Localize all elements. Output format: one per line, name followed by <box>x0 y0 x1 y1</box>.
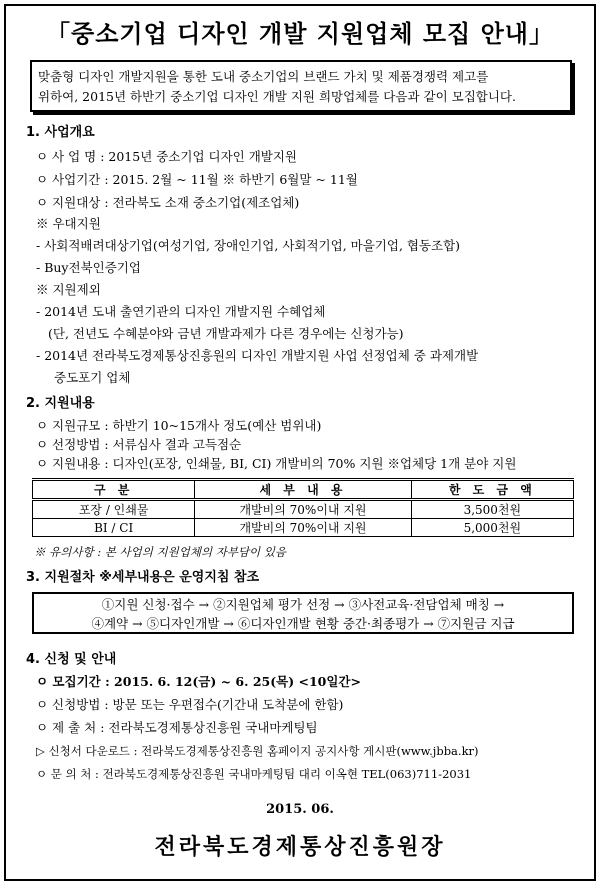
list-item: ㅇ 제 출 처 : 전라북도경제통상진흥원 국내마케팅팀 <box>36 720 318 735</box>
intro-box <box>30 60 572 112</box>
table-cell: 3,500천원 <box>411 500 573 519</box>
list-item: ㅇ 지원대상 : 전라북도 소재 중소기업(제조업체) <box>36 195 300 210</box>
section-heading: 3. 지원절차 ※세부내용은 운영지침 참조 <box>26 570 260 585</box>
support-table <box>32 478 574 537</box>
procedure-line: ①지원 신청·접수 → ②지원업체 평가 선정 → ③사전교육·전담업체 매칭 → <box>101 597 505 612</box>
list-item: - Buy전북인증기업 <box>36 260 141 275</box>
table-header: 세 부 내 용 <box>195 480 411 500</box>
section-heading: 4. 신청 및 안내 <box>26 652 117 667</box>
table-cell: 개발비의 70%이내 지원 <box>195 519 411 537</box>
table-header: 한 도 금 액 <box>411 480 573 500</box>
list-item: ㅇ 문 의 처 : 전라북도경제통상진흥원 국내마케팅팀 대리 이옥현 TEL(063)711-2031 <box>36 767 472 781</box>
table-row <box>33 519 574 537</box>
list-item: ※ 우대지원 <box>36 216 101 231</box>
issuer-signature: 전라북도경제통상진흥원장 <box>154 835 446 860</box>
procedure-box <box>32 592 574 634</box>
table-header-row <box>33 480 574 500</box>
table-cell: 5,000천원 <box>411 519 573 537</box>
list-item: ▷ 신청서 다운로드 : 전라북도경제통상진흥원 홈페이지 공지사항 게시판(www.jbba.kr) <box>36 744 479 758</box>
list-item: ㅇ 사 업 명 : 2015년 중소기업 디자인 개발지원 <box>36 149 298 164</box>
intro-line: 위하여, 2015년 하반기 중소기업 디자인 개발 지원 희망업체를 다음과 같이 모집합니다. <box>38 89 516 104</box>
table-header: 구 분 <box>33 480 195 500</box>
list-item: - 2014년 전라북도경제통상진흥원의 디자인 개발지원 사업 선정업체 중 과제개발 <box>36 348 479 363</box>
section-heading: 2. 지원내용 <box>26 396 95 411</box>
list-item: ※ 지원제외 <box>36 282 101 297</box>
list-item: ㅇ 신청방법 : 방문 또는 우편접수(기간내 도착분에 한함) <box>36 697 344 712</box>
intro-line: 맞춤형 디자인 개발지원을 통한 도내 중소기업의 브랜드 가치 및 제품경쟁력 제고를 <box>38 69 489 84</box>
list-item: ㅇ 사업기간 : 2015. 2월 ~ 11월 ※ 하반기 6월말 ~ 11월 <box>36 172 358 187</box>
list-item: (단, 전년도 수혜분야와 금년 개발과제가 다른 경우에는 신청가능) <box>48 326 404 341</box>
list-item: ㅇ 지원내용 : 디자인(포장, 인쇄물, BI, CI) 개발비의 70% 지원 ※업체당 1개 분야 지원 <box>36 456 517 471</box>
list-item: - 2014년 도내 출연기관의 디자인 개발지원 수혜업체 <box>36 304 326 319</box>
list-item: - 사회적배려대상기업(여성기업, 장애인기업, 사회적기업, 마을기업, 협동조합) <box>36 238 461 253</box>
table-row <box>33 500 574 519</box>
table-cell: 포장 / 인쇄물 <box>33 500 195 519</box>
list-item: 중도포기 업체 <box>54 370 131 385</box>
list-item: ㅇ 모집기간 : 2015. 6. 12(금) ~ 6. 25(목) <10일간> <box>36 674 361 689</box>
document-date: 2015. 06. <box>266 802 334 817</box>
list-item: ㅇ 지원규모 : 하반기 10~15개사 정도(예산 범위내) <box>36 418 322 433</box>
table-cell: 개발비의 70%이내 지원 <box>195 500 411 519</box>
procedure-line: ④계약 → ⑤디자인개발 → ⑥디자인개발 현황 중간·최종평가 → ⑦지원금 지급 <box>91 616 515 631</box>
table-cell: BI / CI <box>33 519 195 537</box>
page-title: 「중소기업 디자인 개발 지원업체 모집 안내」 <box>46 20 554 48</box>
list-item: ㅇ 선정방법 : 서류심사 결과 고득점순 <box>36 437 242 452</box>
caution-note: ※ 유의사항 : 본 사업의 지원업체의 자부담이 있음 <box>34 545 287 559</box>
section-heading: 1. 사업개요 <box>26 125 95 140</box>
